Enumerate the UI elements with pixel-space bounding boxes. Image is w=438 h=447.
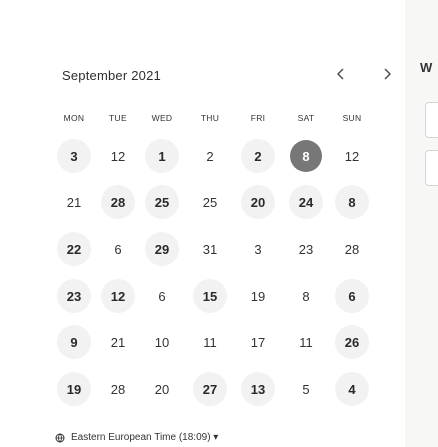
selected-day[interactable]: 8 <box>290 140 322 172</box>
day-cell[interactable]: 5 <box>302 381 310 397</box>
side-panel-label: W <box>420 60 433 75</box>
chevron-left-icon <box>335 68 347 80</box>
day-cell[interactable]: 3 <box>254 241 262 257</box>
day-cell[interactable]: 4 <box>335 372 369 406</box>
day-cell[interactable]: 21 <box>66 194 82 210</box>
day-cell[interactable]: 2 <box>241 139 275 173</box>
day-cell[interactable]: 8 <box>302 288 310 304</box>
weekday-sun: SUN <box>342 113 362 123</box>
day-cell[interactable]: 3 <box>57 139 91 173</box>
day-cell[interactable]: 25 <box>145 185 179 219</box>
day-cell[interactable]: 8 <box>335 185 369 219</box>
day-cell[interactable]: 11 <box>203 334 217 350</box>
day-cell[interactable]: 19 <box>250 288 266 304</box>
weekday-sat: SAT <box>297 113 315 123</box>
day-cell[interactable]: 1 <box>145 139 179 173</box>
day-cell[interactable]: 24 <box>289 185 323 219</box>
weekday-mon: MON <box>63 113 85 123</box>
day-cell[interactable]: 17 <box>250 334 266 350</box>
day-cell[interactable]: 25 <box>202 194 218 210</box>
day-cell[interactable]: 12 <box>344 148 360 164</box>
timezone-label: Eastern European Time (18:09) ▾ <box>71 432 219 443</box>
weekday-thu: THU <box>200 113 220 123</box>
day-cell[interactable]: 27 <box>193 372 227 406</box>
day-cell[interactable]: 12 <box>101 279 135 313</box>
side-panel-field[interactable] <box>425 150 438 186</box>
day-cell[interactable]: 28 <box>344 241 360 257</box>
weekday-wed: WED <box>151 113 173 123</box>
day-cell[interactable]: 19 <box>57 372 91 406</box>
day-cell[interactable]: 20 <box>241 185 275 219</box>
next-month-button[interactable] <box>376 63 398 85</box>
weekday-fri: FRI <box>250 113 266 123</box>
day-cell[interactable]: 23 <box>298 241 314 257</box>
day-cell[interactable]: 29 <box>145 232 179 266</box>
previous-month-button[interactable] <box>330 63 352 85</box>
day-cell[interactable]: 22 <box>57 232 91 266</box>
side-panel-field[interactable] <box>425 102 438 138</box>
day-cell[interactable]: 6 <box>114 241 122 257</box>
day-cell[interactable]: 15 <box>193 279 227 313</box>
day-cell[interactable]: 28 <box>110 381 126 397</box>
day-cell[interactable]: 26 <box>335 325 369 359</box>
day-cell[interactable]: 6 <box>158 288 166 304</box>
chevron-right-icon <box>381 68 393 80</box>
month-title: September 2021 <box>62 68 161 83</box>
day-cell[interactable]: 20 <box>154 381 170 397</box>
day-cell[interactable]: 21 <box>110 334 126 350</box>
timezone-selector[interactable] <box>55 432 218 443</box>
day-cell[interactable]: 11 <box>299 334 313 350</box>
day-cell[interactable]: 12 <box>110 148 126 164</box>
day-cell[interactable]: 28 <box>101 185 135 219</box>
day-cell[interactable]: 10 <box>154 334 170 350</box>
day-cell[interactable]: 23 <box>57 279 91 313</box>
day-cell[interactable]: 13 <box>241 372 275 406</box>
day-cell[interactable]: 6 <box>335 279 369 313</box>
day-cell[interactable]: 2 <box>206 148 214 164</box>
day-cell[interactable]: 31 <box>202 241 218 257</box>
weekday-tue: TUE <box>109 113 127 123</box>
globe-icon <box>55 433 65 443</box>
day-cell[interactable]: 9 <box>57 325 91 359</box>
